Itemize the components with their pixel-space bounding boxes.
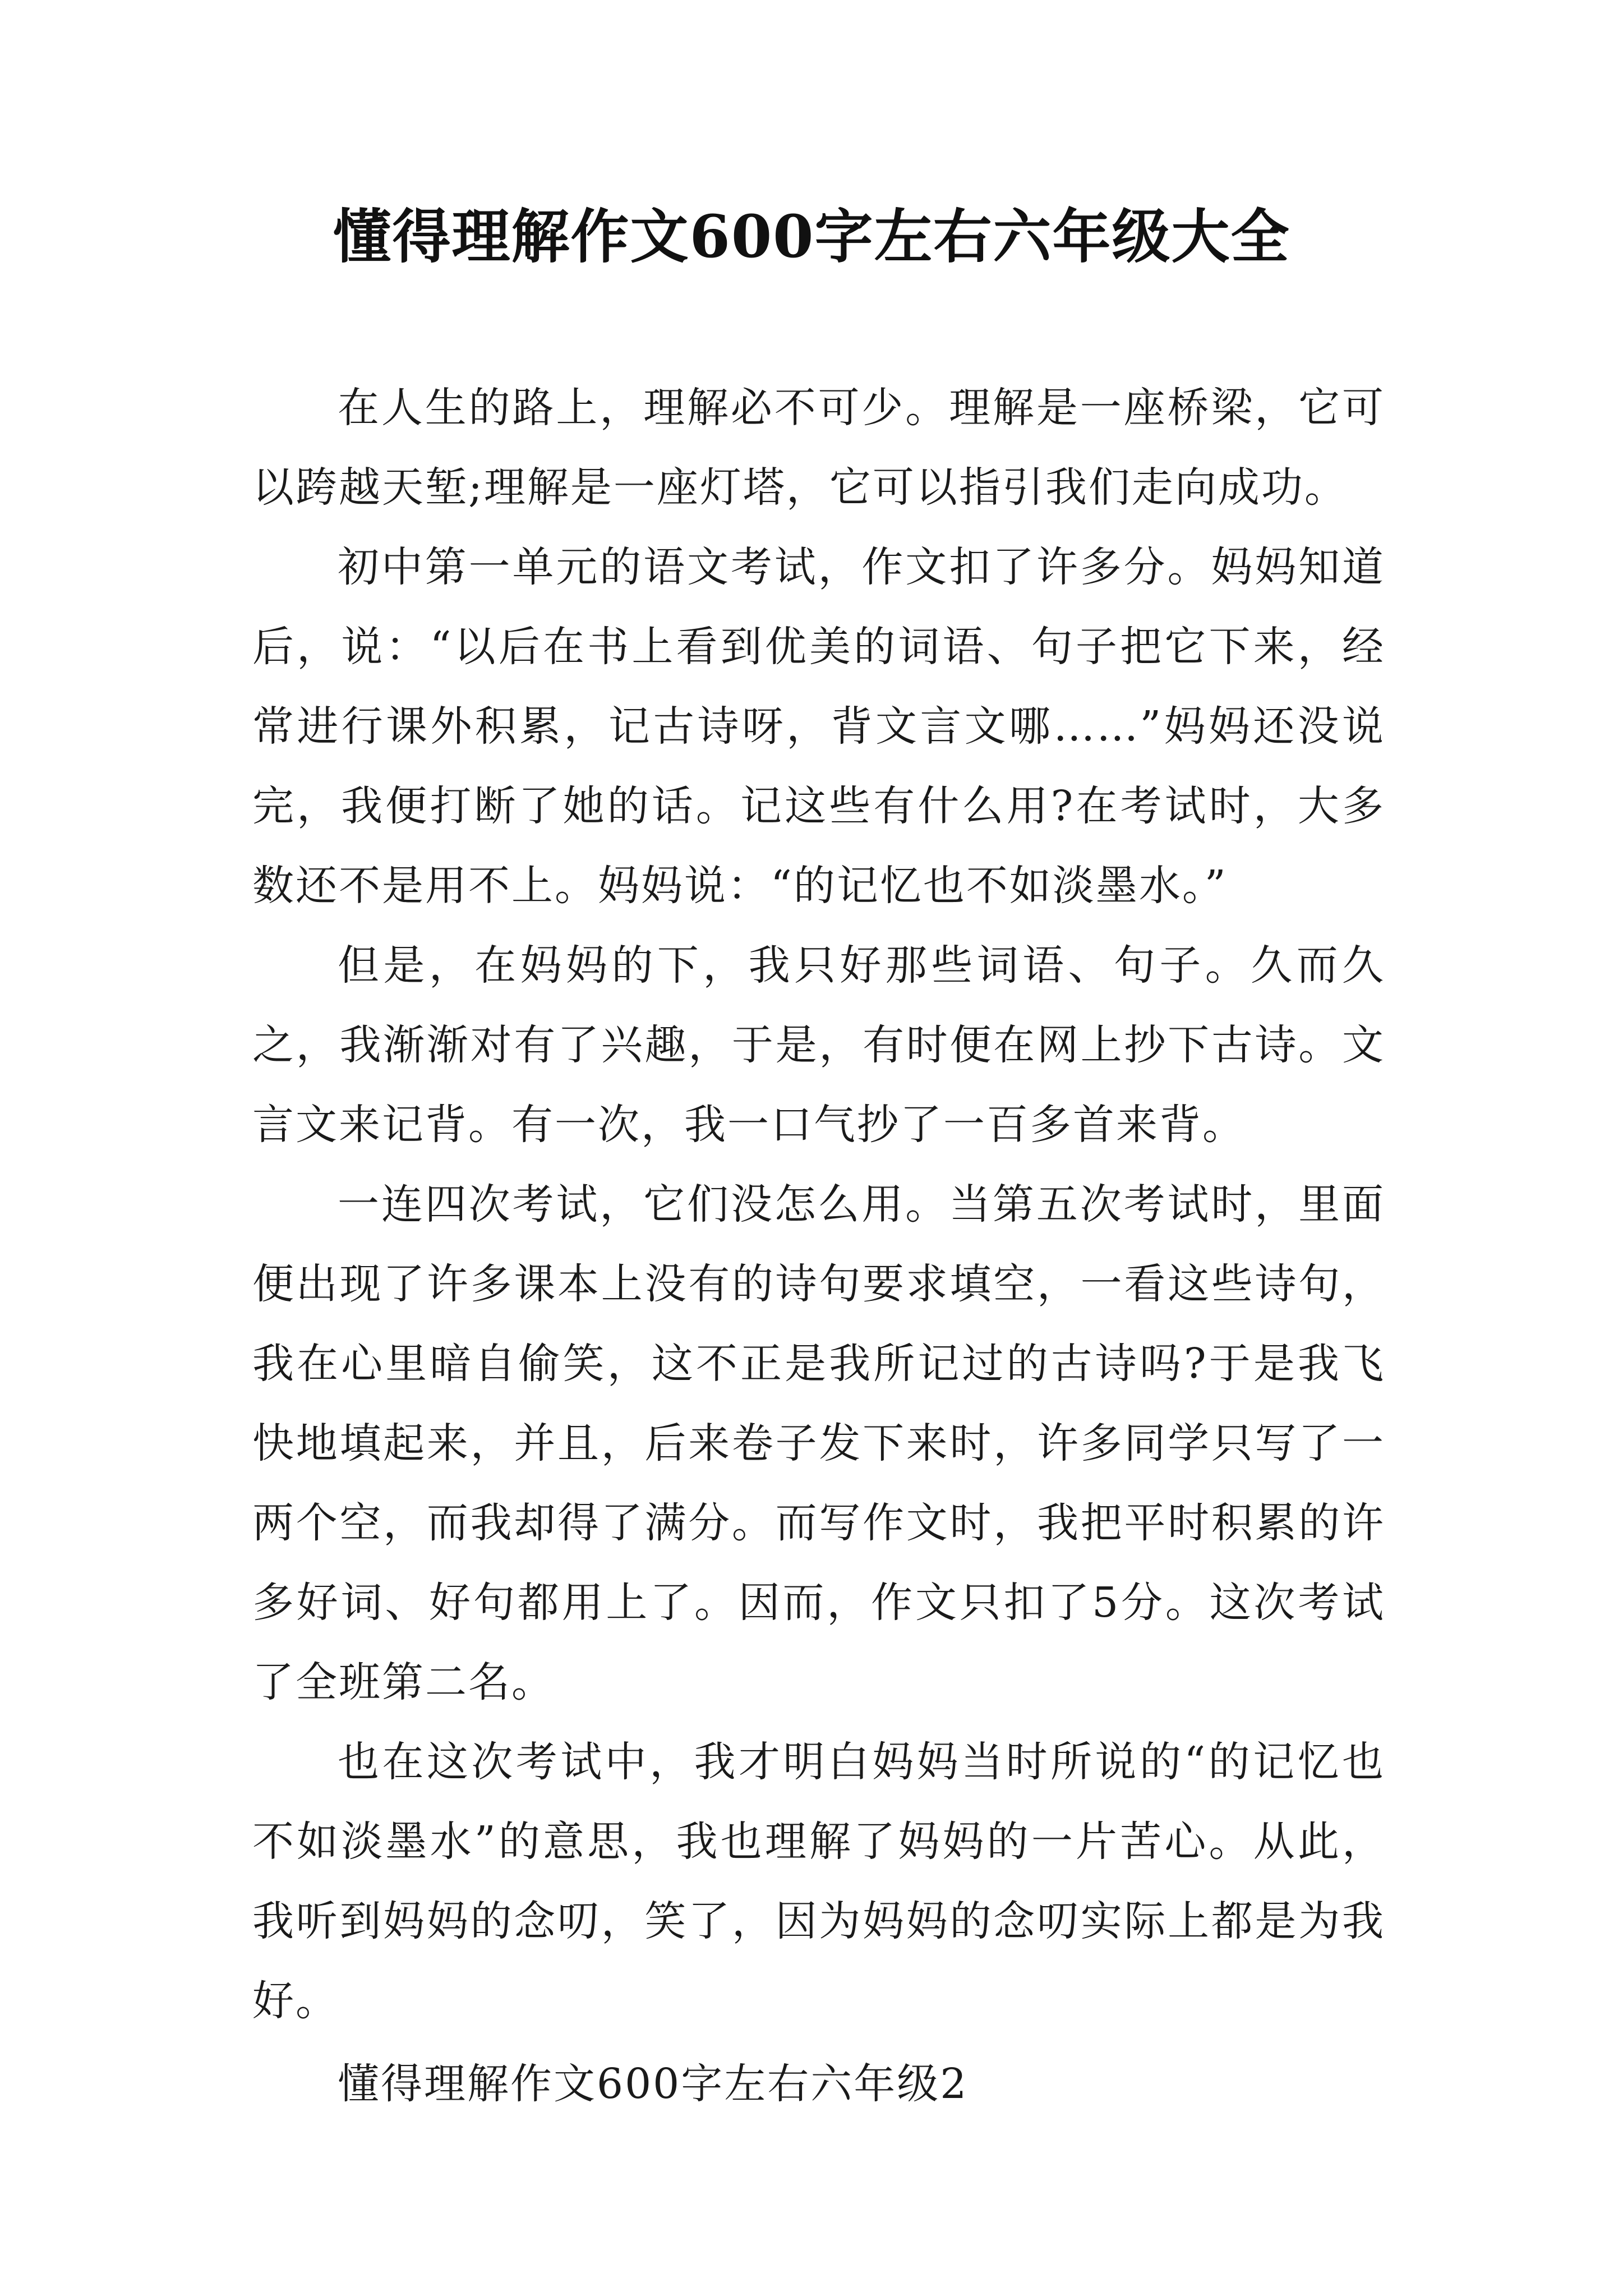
paragraph: 在人生的路上，理解必不可少。理解是一座桥梁，它可以跨越天堑;理解是一座灯塔，它可以指引我们走向成功。 <box>252 384 1385 512</box>
paragraph: 一连四次考试，它们没怎么用。当第五次考试时，里面便出现了许多课本上没有的诗句要求填空，一看这些诗句，我在心里暗自偷笑，这不正是我所记过的古诗吗?于是我飞快地填起来，并且，后来卷子发下来时，许多同学只写了一两个空，而我却得了满分。而写作文时，我把平时积累的许多好词、好句都用上了。因而，作文只扣了5分。这次考试了全班第二名。 <box>252 1180 1385 1706</box>
paragraph: 也在这次考试中，我才明白妈妈当时所说的“的记忆也不如淡墨水”的意思，我也理解了妈妈的一片苦心。从此，我听到妈妈的念叨，笑了，因为妈妈的念叨实际上都是为我好。 <box>252 1738 1385 2025</box>
paragraph: 初中第一单元的语文考试，作文扣了许多分。妈妈知道后，说：“以后在书上看到优美的词语、句子把它下来，经常进行课外积累，记古诗呀，背文言文哪……”妈妈还没说完，我便打断了她的话。记这些有什么用?在考试时，大多数还不是用不上。妈妈说：“的记忆也不如淡墨水。” <box>252 543 1385 910</box>
paragraph: 但是，在妈妈的下，我只好那些词语、句子。久而久之，我渐渐对有了兴趣，于是，有时便在网上抄下古诗。文言文来记背。有一次，我一口气抄了一百多首来背。 <box>252 941 1385 1149</box>
document-title: 懂得理解作文600字左右六年级大全 <box>333 202 1290 271</box>
document-body <box>252 368 1385 2124</box>
section-heading: 懂得理解作文600字左右六年级2 <box>338 2060 969 2108</box>
